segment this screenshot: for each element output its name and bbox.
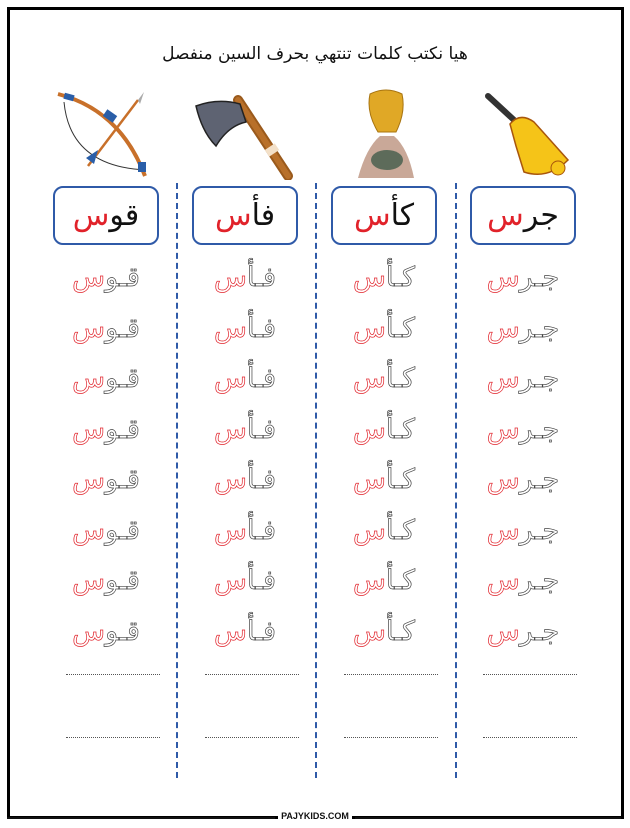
- trace-prefix: كـأ: [385, 615, 415, 647]
- trace-prefix: جـر: [519, 312, 560, 344]
- trace-word: [314, 413, 454, 445]
- worksheet-title: هيا نكتب كلمات تنتهي بحرف السين منفصل: [162, 44, 468, 64]
- axe-icon: [188, 88, 298, 180]
- trophy-cup-icon: [338, 88, 448, 180]
- trace-suffix-seen: س: [213, 363, 247, 394]
- trace-prefix: جـر: [519, 262, 560, 293]
- trace-prefix: فـأ: [246, 464, 276, 495]
- trace-word: [36, 466, 176, 493]
- trace-suffix-seen: س: [213, 565, 247, 596]
- trace-word: [175, 615, 315, 647]
- trace-prefix: جـر: [519, 615, 560, 647]
- writing-line[interactable]: [66, 674, 160, 675]
- trace-suffix-seen: س: [486, 615, 520, 647]
- trace-prefix: جـر: [519, 514, 560, 546]
- trace-suffix-seen: س: [486, 565, 520, 596]
- trace-suffix-seen: س: [486, 464, 520, 495]
- trace-prefix: كـأ: [385, 413, 415, 445]
- trace-word: [314, 466, 454, 493]
- trace-suffix-seen: س: [72, 262, 106, 293]
- trace-prefix: قـو: [105, 514, 140, 546]
- trace-suffix-seen: س: [353, 514, 386, 546]
- trace-word: [36, 312, 176, 344]
- bell-icon: [478, 88, 588, 180]
- trace-word: [453, 615, 593, 647]
- trace-word: [453, 466, 593, 493]
- word-suffix-seen: س: [214, 198, 252, 233]
- writing-line[interactable]: [344, 674, 438, 675]
- word-prefix: قو: [109, 198, 140, 233]
- trace-suffix-seen: س: [72, 312, 106, 344]
- trace-word: [453, 567, 593, 594]
- trace-prefix: فـأ: [246, 312, 276, 344]
- trace-suffix-seen: س: [72, 615, 106, 647]
- trace-suffix-seen: س: [72, 363, 106, 394]
- trace-prefix: قـو: [105, 565, 140, 596]
- trace-suffix-seen: س: [353, 262, 386, 293]
- trace-prefix: كـأ: [385, 565, 415, 596]
- trace-suffix-seen: س: [486, 312, 520, 344]
- trace-word: [314, 264, 454, 291]
- trace-prefix: كـأ: [385, 262, 415, 293]
- trace-word: [175, 264, 315, 291]
- word-box-jaras: [470, 186, 576, 245]
- trace-prefix: قـو: [105, 262, 140, 293]
- trace-word: [36, 567, 176, 594]
- trace-word: [36, 413, 176, 445]
- word-prefix: فأ: [251, 198, 276, 233]
- trace-prefix: كـأ: [385, 363, 415, 394]
- trace-prefix: كـأ: [385, 312, 415, 344]
- word-prefix: كأ: [390, 198, 415, 233]
- trace-word: [36, 264, 176, 291]
- word-prefix: جر: [523, 198, 559, 233]
- word-suffix-seen: س: [353, 198, 391, 233]
- trace-suffix-seen: س: [72, 514, 106, 546]
- trace-prefix: كـأ: [385, 514, 415, 546]
- trace-suffix-seen: س: [353, 615, 386, 647]
- trace-prefix: قـو: [105, 464, 140, 495]
- writing-line[interactable]: [66, 737, 160, 738]
- trace-suffix-seen: س: [213, 615, 247, 647]
- trace-suffix-seen: س: [353, 464, 386, 495]
- trace-word: [314, 365, 454, 392]
- writing-line[interactable]: [205, 674, 299, 675]
- trace-word: [314, 312, 454, 344]
- trace-word: [36, 514, 176, 546]
- trace-suffix-seen: س: [353, 413, 386, 445]
- bow-and-arrow-icon: [50, 88, 160, 180]
- trace-prefix: فـأ: [246, 565, 276, 596]
- trace-suffix-seen: س: [213, 464, 247, 495]
- word-box-qaws: [53, 186, 159, 245]
- trace-suffix-seen: س: [72, 464, 106, 495]
- word-suffix-seen: س: [72, 198, 110, 233]
- trace-prefix: فـأ: [246, 363, 276, 394]
- trace-word: [175, 365, 315, 392]
- trace-word: [453, 514, 593, 546]
- trace-suffix-seen: س: [353, 565, 386, 596]
- trace-suffix-seen: س: [353, 312, 386, 344]
- trace-suffix-seen: س: [213, 262, 247, 293]
- writing-line[interactable]: [344, 737, 438, 738]
- trace-word: [453, 413, 593, 445]
- trace-prefix: فـأ: [246, 615, 276, 647]
- trace-word: [453, 264, 593, 291]
- trace-word: [314, 615, 454, 647]
- writing-line[interactable]: [205, 737, 299, 738]
- trace-prefix: جـر: [519, 464, 560, 495]
- trace-suffix-seen: س: [486, 363, 520, 394]
- trace-prefix: فـأ: [246, 413, 276, 445]
- trace-prefix: فـأ: [246, 262, 276, 293]
- trace-word: [175, 567, 315, 594]
- trace-word: [175, 466, 315, 493]
- trace-word: [453, 312, 593, 344]
- trace-suffix-seen: س: [213, 312, 247, 344]
- trace-word: [36, 615, 176, 647]
- trace-prefix: فـأ: [246, 514, 276, 546]
- word-suffix-seen: س: [487, 198, 524, 233]
- trace-suffix-seen: س: [486, 413, 520, 445]
- trace-suffix-seen: س: [213, 413, 247, 445]
- trace-prefix: قـو: [105, 363, 140, 394]
- trace-suffix-seen: س: [72, 413, 106, 445]
- trace-prefix: جـر: [519, 363, 560, 394]
- word-box-kaas: [331, 186, 437, 245]
- trace-word: [175, 413, 315, 445]
- word-box-faas: [192, 186, 298, 245]
- trace-prefix: جـر: [519, 413, 560, 445]
- trace-word: [175, 312, 315, 344]
- writing-line[interactable]: [483, 674, 577, 675]
- trace-suffix-seen: س: [486, 514, 520, 546]
- trace-prefix: قـو: [105, 615, 140, 647]
- trace-prefix: كـأ: [385, 464, 415, 495]
- trace-suffix-seen: س: [72, 565, 106, 596]
- trace-word: [175, 514, 315, 546]
- trace-word: [453, 365, 593, 392]
- footer-brand: PAJYKIDS.COM: [0, 811, 630, 821]
- trace-word: [36, 365, 176, 392]
- trace-prefix: قـو: [105, 413, 140, 445]
- trace-suffix-seen: س: [486, 262, 520, 293]
- trace-word: [314, 567, 454, 594]
- trace-suffix-seen: س: [353, 363, 386, 394]
- trace-suffix-seen: س: [213, 514, 247, 546]
- trace-prefix: جـر: [519, 565, 560, 596]
- writing-line[interactable]: [483, 737, 577, 738]
- trace-word: [314, 514, 454, 546]
- trace-prefix: قـو: [105, 312, 140, 344]
